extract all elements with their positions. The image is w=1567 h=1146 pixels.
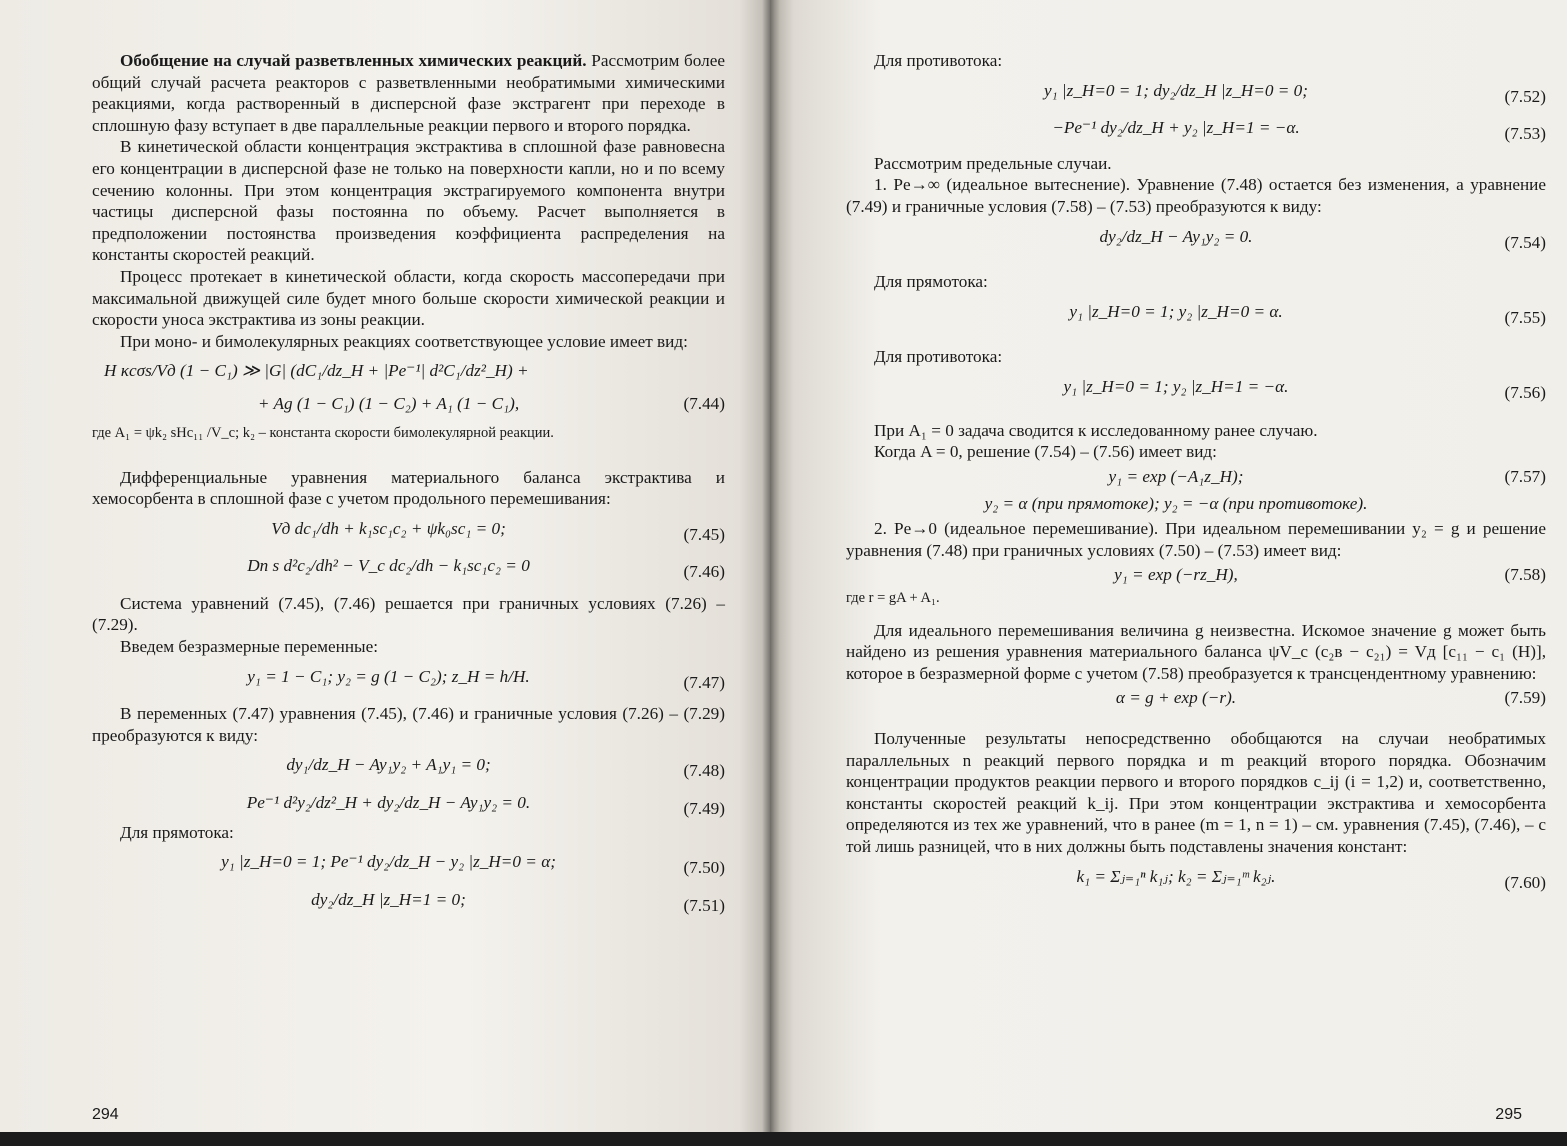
equation-7-46 <box>92 547 725 585</box>
equation-7-48 <box>92 746 725 784</box>
equation-body: y₁ |z_H=0 = 1; y₂ |z_H=0 = α. <box>1069 301 1283 321</box>
paragraph: 1. Pe→∞ (идеальное вытеснение). Уравнение (7.48) остается без изменения, а уравнение (7.49) и граничные условия (7.58) – (7.53) преобразуются к виду: <box>846 175 1546 216</box>
spacer <box>846 608 1546 620</box>
paragraph: 2. Pe→0 (идеальное перемешивание). При идеальном перемешивании y₂ = g и решение уравнения (7.48) при граничных условиях (7.50) – (7.53) имеет вид: <box>846 518 1546 560</box>
paragraph: Для идеального перемешивания величина g неизвестна. Искомое значение g может быть найдено из решения уравнения материального баланса ψV_c (c₂в − c₂₁) = Vд [c₁₁ − c₁ (H)], которое в безразмерной форме с учетом (7.58) преобразуется к трансцендентному уравнению: <box>846 620 1546 683</box>
paragraph: Для противотока: <box>874 51 1003 70</box>
equation-number: (7.52) <box>1504 86 1546 106</box>
equation-7-56 <box>846 368 1546 406</box>
equation-7-49 <box>92 784 725 822</box>
paragraph: Для прямотока: <box>120 822 234 842</box>
equation-number: (7.49) <box>683 799 725 819</box>
equation-body: Dп s d²c₂/dh² − V_c dc₂/dh − k₁sc₁c₂ = 0 <box>247 556 530 576</box>
equation-body: y₁ |z_H=0 = 1; Pe⁻¹ dy₂/dz_H − y₂ |z_H=0 = α; <box>221 852 556 872</box>
paragraph: Введем безразмерные переменные: <box>120 637 379 657</box>
equation-7-57b <box>846 490 1546 518</box>
equation-7-54 <box>846 218 1546 256</box>
equation-number: (7.55) <box>1504 307 1546 327</box>
equation-body: + Ag (1 − C₁) (1 − C₂) + A₁ (1 − C₁), <box>257 393 520 413</box>
equation-body: Vд dc₁/dh + k₁sc₁c₂ + ψk₀sc₁ = 0; <box>271 518 506 538</box>
paragraph: Полученные результаты непосредственно обобщаются на случаи необратимых параллельных n реакций первого порядка и m реакций второго порядка. Обозначим концентрации продуктов реакции первого и второго порядков c_ij (i = 1,2) и, соответственно, константы скоростей реакций k_ij. При этом концентрации экстрактива и хемосорбента определяются из тех же уравнений, что в ранее (m = 1, n = 1) – см. уравнения (7.45), (7.46), – с той лишь разницей, что в них должны быть подставлены значения констант: <box>846 729 1546 857</box>
equation-7-59 <box>846 684 1546 712</box>
equation-body: α = g + exp (−r). <box>1115 688 1237 708</box>
scan-bottom-edge <box>0 1132 1567 1146</box>
paragraph: Процесс протекает в кинетической области, когда скорость массопередачи при максимальной движущей силе будет много больше скорости химической реакции и скорости уноса экстрактива из зоны реакции. <box>92 266 725 330</box>
equation-number: (7.47) <box>683 672 725 692</box>
equation-number: (7.53) <box>1504 124 1546 144</box>
paragraph <box>92 50 725 136</box>
equation-7-55 <box>846 293 1546 331</box>
book-spine-shadow <box>762 0 780 1146</box>
paragraph: В переменных (7.47) уравнения (7.45), (7.46) и граничные условия (7.26) – (7.29) преобразуются к виду: <box>92 704 725 745</box>
equation-7-47 <box>92 658 725 696</box>
equation-body: −Pe⁻¹ dy₂/dz_H + y₂ |z_H=1 = −α. <box>1052 118 1300 138</box>
equation-number: (7.50) <box>683 858 725 878</box>
right-text-column <box>846 50 1546 895</box>
paragraph: Рассмотрим предельные случаи. <box>874 153 1112 173</box>
paragraph: где r = gA + A₁. <box>846 589 940 606</box>
equation-body: dy₂/dz_H |z_H=1 = 0; <box>311 889 466 909</box>
equation-7-58 <box>846 561 1546 589</box>
equation-number: (7.51) <box>683 895 725 915</box>
equation-body: dy₂/dz_H − Ay₁y₂ = 0. <box>1099 226 1253 246</box>
paragraph: Система уравнений (7.45), (7.46) решается при граничных условиях (7.26) – (7.29). <box>92 593 725 635</box>
paragraph: Дифференциальные уравнения материального баланса экстрактива и хемосорбента в сплошной фазе с учетом продольного перемешивания: <box>92 467 725 509</box>
equation-number: (7.45) <box>683 524 725 544</box>
equation-7-45 <box>92 510 725 548</box>
equation-number: (7.48) <box>683 761 725 781</box>
equation-body: y₁ |z_H=0 = 1; dy₂/dz_H |z_H=0 = 0; <box>1044 80 1308 100</box>
equation-7-50 <box>92 843 725 881</box>
paragraph: В кинетической области концентрация экстрактива в сплошной фазе равновесна его концентрации в дисперсной фазе не только на поверхности капли, но и по всему сечению колонны. При этом концентрация экстрагируемого компонента внутри частицы дисперсной фазы постоянна по объему. Расчет выполняется в предположении постоянства произведения коэффициента распределения на константы скоростей реакций. <box>92 137 725 265</box>
paragraph: Для прямотока: <box>874 272 988 292</box>
equation-number: (7.46) <box>683 562 725 582</box>
equation-7-57 <box>846 463 1546 491</box>
equation-body: H κcσs/Vд (1 − C₁) ≫ |G| (dC₁/dz_H + |Pe⁻¹| d²C₁/dz²_H) + <box>104 361 529 381</box>
equation-number: (7.57) <box>1504 466 1546 486</box>
equation-7-44 <box>92 390 725 418</box>
equation-7-53 <box>846 109 1546 147</box>
paragraph: При моно- и бимолекулярных реакциях соответствующее условие имеет вид: <box>120 331 688 351</box>
equation-number: (7.44) <box>683 393 725 413</box>
left-page <box>0 0 770 1146</box>
left-text-column <box>92 50 725 918</box>
equation-7-51 <box>92 881 725 919</box>
equation-body: y₁ = exp (−rz_H), <box>1114 565 1238 585</box>
equation-number: (7.58) <box>1504 565 1546 585</box>
equation-number: (7.60) <box>1504 872 1546 892</box>
equation-7-60 <box>846 858 1546 896</box>
right-page <box>770 0 1567 1146</box>
equation-body: k₁ = Σⱼ₌₁ⁿ k₁ⱼ; k₂ = Σⱼ₌₁ᵐ k₂ⱼ. <box>1076 866 1276 886</box>
equation-number: (7.59) <box>1504 688 1546 708</box>
equation-7-52 <box>846 72 1546 110</box>
spacer <box>92 443 725 467</box>
equation-number: (7.54) <box>1504 232 1546 252</box>
equation-body: dy₁/dz_H − Ay₁y₂ + A₁y₁ = 0; <box>286 755 491 775</box>
equation <box>92 352 725 390</box>
paragraph-text: Рассмотрим более общий случай расчета реакторов с разветвленными необратимыми химическими реакциями, когда растворенный в дисперсной фазе экстрагент при переходе в сплошную фазу вступает в две параллельные реакции первого и второго порядка. <box>92 51 725 135</box>
paragraph: Когда A = 0, решение (7.54) – (7.56) имеет вид: <box>874 442 1217 462</box>
equation-body: y₁ = exp (−A₁z_H); <box>1108 466 1244 486</box>
page-number: 295 <box>1495 1106 1522 1123</box>
equation-body: Pe⁻¹ d²y₂/dz²_H + dy₂/dz_H − Ay₁y₂ = 0. <box>246 793 531 813</box>
equation-body: y₁ |z_H=0 = 1; y₂ |z_H=1 = −α. <box>1063 376 1289 396</box>
equation-body: y₂ = α (при прямотоке); y₂ = −α (при противотоке). <box>984 494 1368 514</box>
paragraph: При A₁ = 0 задача сводится к исследованному ранее случаю. <box>874 420 1318 440</box>
equation-number: (7.56) <box>1504 382 1546 402</box>
page-number: 294 <box>92 1106 119 1123</box>
section-heading: Обобщение на случай разветвленных химических реакций. <box>120 51 587 70</box>
equation-body: y₁ = 1 − C₁; y₂ = g (1 − C₂); z_H = h/H. <box>247 666 530 686</box>
footnote: где A₁ = ψk₂ sHc₁₁ /V_c; k₂ – константа скорости бимолекулярной реакции. <box>92 424 554 441</box>
paragraph: Для противотока: <box>874 347 1003 367</box>
spacer <box>846 712 1546 728</box>
